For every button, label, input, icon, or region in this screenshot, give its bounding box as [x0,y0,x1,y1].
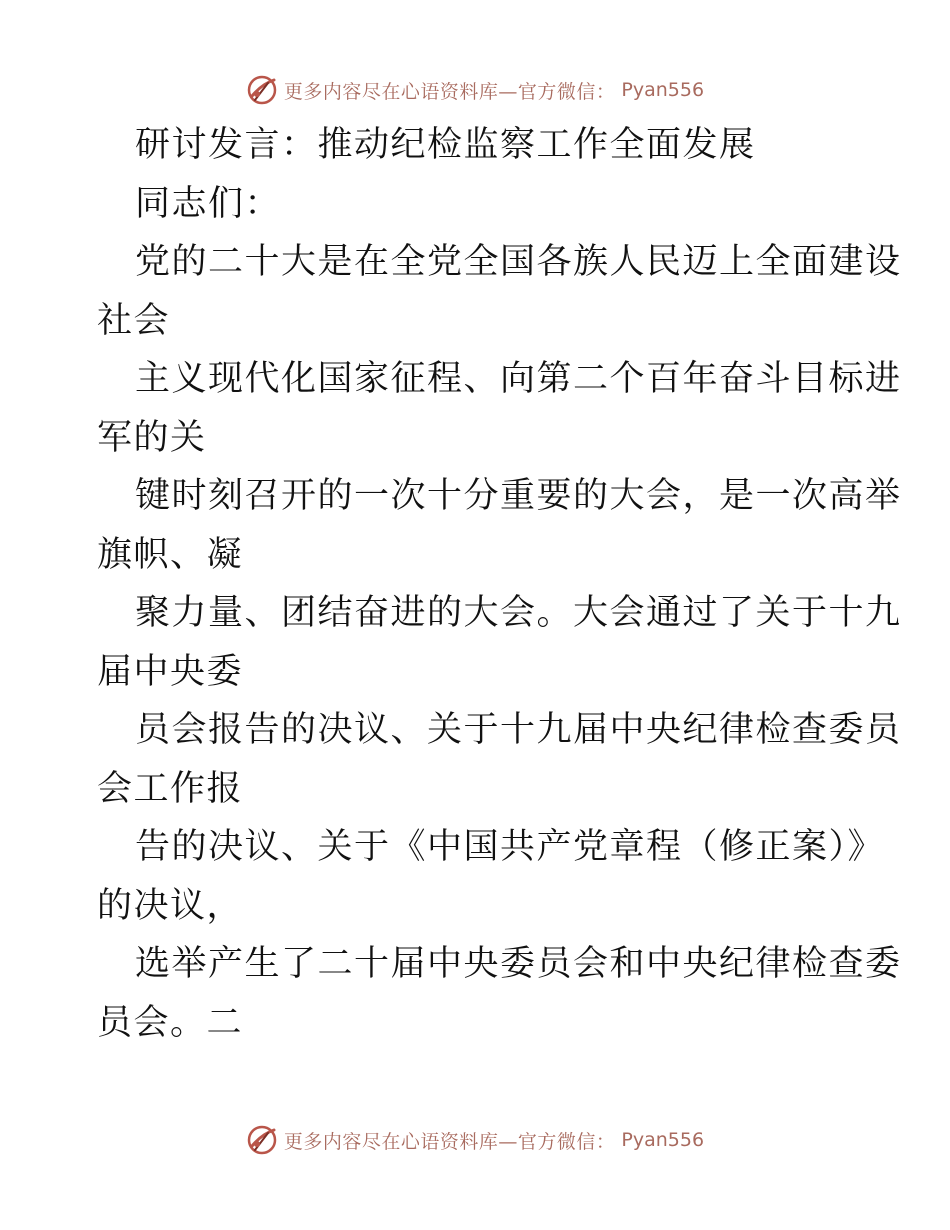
paragraph-line: 选举产生了二十届中央委员会和中央纪律检查委 [135,944,902,984]
document-title: 研讨发言：推动纪检监察工作全面发展 [135,125,756,165]
paragraph-line: 员会报告的决议、关于十九届中央纪律检查委员 [135,710,902,750]
paragraph-line: 员会。二 [97,1002,244,1043]
paragraph-line: 社会 [97,300,171,341]
quill-globe-logo-icon [246,74,278,106]
paragraph-line: 键时刻召开的一次十分重要的大会，是一次高举 [135,476,902,516]
footer-banner-text: 更多内容尽在心语资料库—官方微信： [283,1130,616,1153]
header-banner [0,70,950,110]
document-body [97,116,902,1052]
paragraph-line: 军的关 [97,417,207,458]
salutation: 同志们： [135,183,282,224]
header-banner-text: 更多内容尽在心语资料库—官方微信： [283,80,616,103]
paragraph-line: 党的二十大是在全党全国各族人民迈上全面建设 [135,242,902,282]
paragraph-line: 主义现代化国家征程、向第二个百年奋斗目标进 [135,359,902,399]
footer-wechat-handle: Pyan556 [621,1129,705,1151]
paragraph-line: 聚力量、团结奋进的大会。大会通过了关于十九 [135,593,902,633]
paragraph-line: 告的决议、关于《中国共产党章程（修正案）》 [135,827,885,867]
header-banner-inner [246,74,704,106]
footer-banner [0,1120,950,1160]
paragraph-line: 届中央委 [97,651,244,692]
paragraph-line: 会工作报 [97,768,244,809]
paragraph-line: 的决议， [97,885,244,926]
paragraph-line: 旗帜、凝 [97,534,244,575]
quill-globe-logo-icon [246,1124,278,1156]
footer-banner-inner [246,1124,704,1156]
header-wechat-handle: Pyan556 [621,79,705,101]
